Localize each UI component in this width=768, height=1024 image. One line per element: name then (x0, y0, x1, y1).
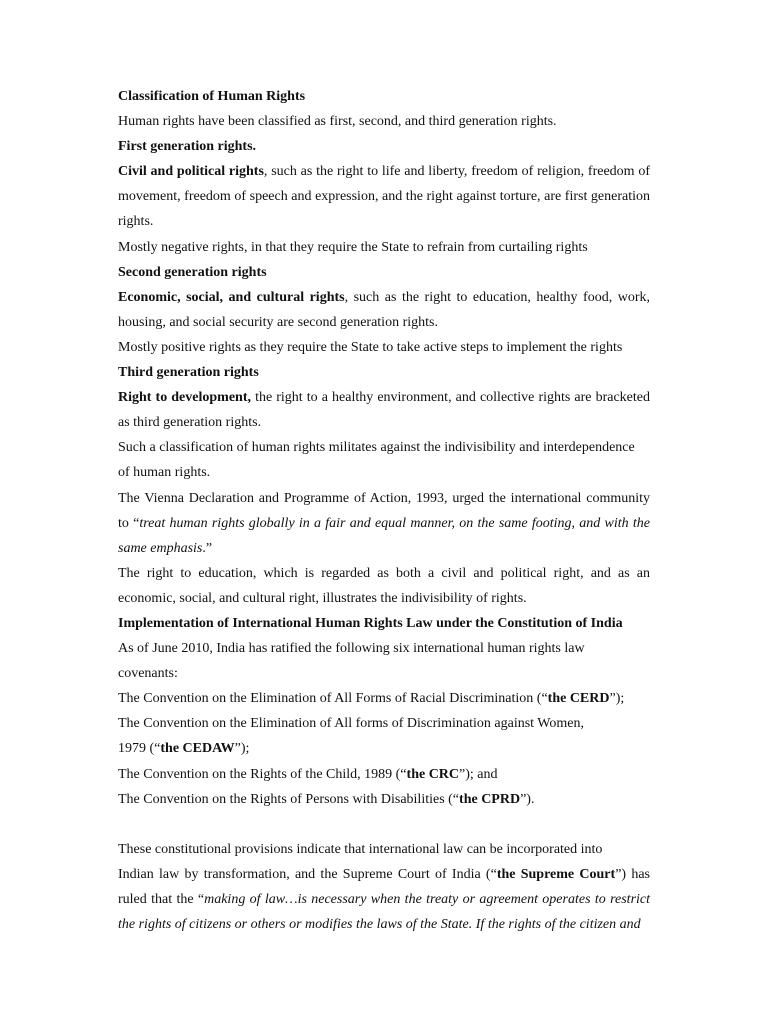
covenant-cedaw-line-2 (118, 736, 650, 761)
heading-implementation: Implementation of International Human Rights Law under the Constitution of India (118, 615, 623, 631)
provisions-paragraph (118, 862, 650, 937)
second-generation-note: Mostly positive rights as they require the State to take active steps to implement the rights (118, 339, 623, 355)
heading-first-generation: First generation rights. (118, 139, 257, 155)
crc-text: The Convention on the Rights of the Child, 1989 (“ (118, 766, 407, 782)
third-generation-text: the right to a healthy environment, and collective rights are bracketed as third generation rights. (118, 390, 650, 431)
ratified-line-1: As of June 2010, India has ratified the following six international human rights law (118, 641, 585, 657)
vienna-quote: treat human rights globally in a fair and equal manner, on the same footing, and with the same emphasis (118, 515, 650, 556)
vienna-paragraph (118, 486, 650, 561)
paragraph-spacer (118, 812, 650, 837)
cerd-abbrev: the CERD (547, 691, 610, 707)
covenant-cerd (118, 686, 650, 711)
second-generation-term: Economic, social, and cultural rights (118, 289, 345, 305)
second-generation-text: , such as the right to education, healthy food, work, housing, and social security are second generation rights. (118, 289, 650, 330)
classification-note-line-1: Such a classification of human rights militates against the indivisibility and interdependence (118, 440, 635, 456)
cerd-end: ”); (609, 691, 625, 707)
covenant-cedaw-line-1: The Convention on the Elimination of All forms of Discrimination against Women, (118, 716, 584, 732)
heading-classification: Classification of Human Rights (118, 89, 306, 104)
provisions-text: Indian law by transformation, and the Supreme Court of India (“ (118, 866, 497, 882)
vienna-end: .” (202, 540, 213, 556)
classification-note-line-2: of human rights. (118, 465, 211, 481)
third-generation-paragraph (118, 385, 650, 435)
provisions-line-1: These constitutional provisions indicate that international law can be incorporated into (118, 841, 603, 857)
education-paragraph: The right to education, which is regarded as both a civil and political right, and as an economic, social, and cultural right, illustrates the indivisibility of rights. (118, 565, 650, 606)
cprd-text: The Convention on the Rights of Persons with Disabilities (“ (118, 791, 460, 807)
cprd-end: ”). (520, 791, 535, 807)
covenant-cprd (118, 787, 650, 812)
heading-second-generation: Second generation rights (118, 264, 267, 280)
cedaw-abbrev: the CEDAW (160, 741, 235, 757)
heading-third-generation: Third generation rights (118, 365, 259, 381)
intro-paragraph: Human rights have been classified as first, second, and third generation rights. (118, 114, 557, 130)
supreme-court-abbrev: the Supreme Court (496, 866, 616, 882)
vienna-text: The Vienna Declaration and Programme of Action, 1993, urged the international community to “ (118, 490, 650, 531)
cedaw-end: ”); (234, 741, 250, 757)
third-generation-term: Right to development, (118, 390, 251, 406)
second-generation-paragraph (118, 285, 650, 335)
first-generation-note: Mostly negative rights, in that they require the State to refrain from curtailing rights (118, 239, 588, 255)
first-generation-paragraph (118, 159, 650, 234)
covenant-crc (118, 762, 650, 787)
ratified-line-2: covenants: (118, 666, 178, 682)
cerd-text: The Convention on the Elimination of All Forms of Racial Discrimination (“ (118, 691, 548, 707)
cprd-abbrev: the CPRD (459, 791, 521, 807)
first-generation-term: Civil and political rights (118, 164, 264, 180)
cedaw-text: 1979 (“ (118, 741, 161, 757)
crc-abbrev: the CRC (406, 766, 460, 782)
provisions-text-2: ”) has ruled that the “ (118, 866, 650, 907)
crc-end: ”); and (459, 766, 498, 782)
provisions-quote: making of law…is necessary when the treaty or agreement operates to restrict the rights of citizens or others or modifies the laws of the State. If the rights of the citizen and (118, 892, 651, 933)
first-generation-text: , such as the right to life and liberty, freedom of religion, freedom of movement, freedom of speech and expression, and the right against torture, are first generation rights. (118, 164, 650, 230)
document-page (118, 84, 650, 937)
